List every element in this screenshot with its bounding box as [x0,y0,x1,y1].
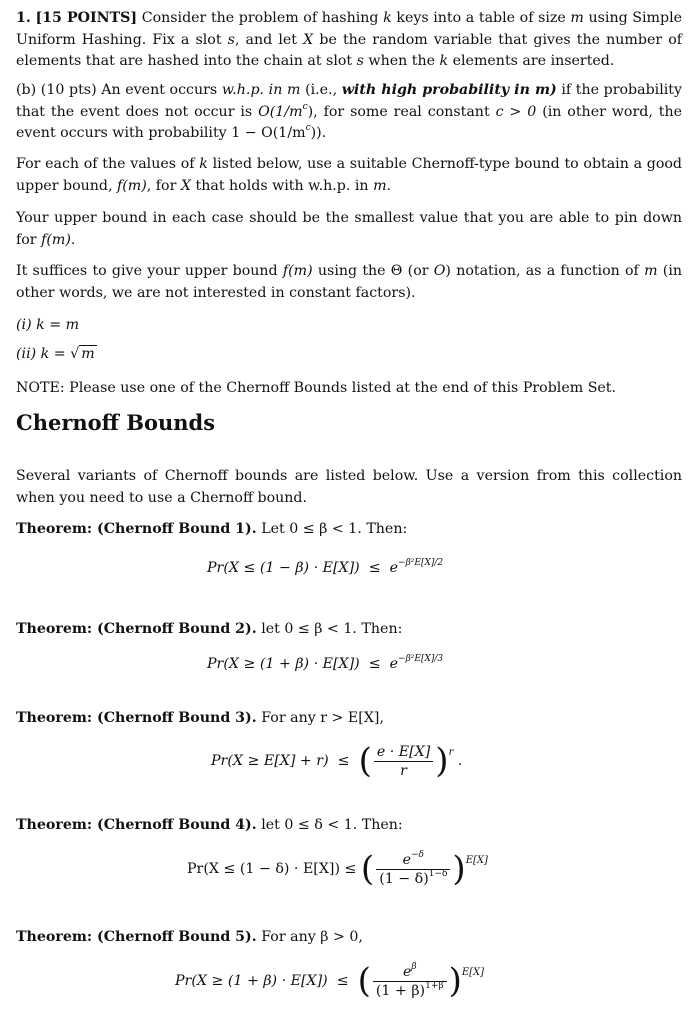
theorem-condition: let 0 ≤ β < 1. Then: [261,621,403,637]
intro-text: , and let [234,31,297,48]
task-text: , for [146,177,177,194]
denominator-base: (1 + β) [375,982,426,999]
intro-text: keys into a table of size [396,10,566,26]
right-paren-icon: ) [448,961,462,1001]
requirement-text: . [70,231,76,248]
right-paren-icon: ) [435,741,449,781]
var-X: X [180,177,192,194]
task-text: that holds with w.h.p. in [195,177,369,194]
theorem-1-formula [207,558,443,580]
intro-text: using Simple Uniform Hashing. Fix a slot [16,10,683,48]
var-m: m [644,263,658,279]
formula-exponent: −β²E[X]/2 [398,558,444,568]
denominator-base: (1 − δ) [379,870,429,887]
fraction-denominator: r [400,762,407,779]
theorem-2-formula [207,654,443,676]
theorem-2 [16,619,682,641]
f-of-m: f(m) [282,263,313,279]
var-X: X [303,31,314,48]
theorem-5 [16,927,682,949]
formula-lhs: Pr(X ≥ E[X] + r) [211,753,329,769]
task-text: . [386,177,392,194]
part-b-text: if the probability that the event does not occur is [16,82,682,120]
f-of-m: f(m) [41,231,71,248]
case-ii-label: (ii) k = [16,346,66,362]
sqrt-icon: √ [70,346,80,362]
theorem-3-formula [211,742,462,780]
theorem-5-formula [175,962,484,1000]
formula-exponent: E[X] [461,967,485,978]
case-ii [16,344,682,366]
notation-paragraph [16,261,682,304]
notation-text: using the Θ (or [317,263,429,279]
part-b-text: (in other word, the event occurs with probability 1 − O(1/m [16,103,682,141]
theorem-condition: let 0 ≤ δ < 1. Then: [261,817,403,833]
var-s: s [227,31,235,48]
theorem-condition: For any β > 0, [261,929,363,945]
numerator-exponent: β [411,961,417,972]
numerator-base: e [402,851,412,868]
bound-requirement-paragraph [16,208,682,251]
numerator-base: e [402,963,412,980]
notation-text: (in other words, we are not interested in constant factors). [16,263,682,301]
theorem-label: Theorem: (Chernoff Bound 4). [16,817,257,833]
requirement-text: Your upper bound in each case should be the smallest value that you are able to pin down for [16,210,682,248]
theorem-condition: Let 0 ≤ β < 1. Then: [261,521,408,537]
relation-symbol: ≤ [368,560,381,576]
right-paren-icon: ) [452,849,466,889]
part-b-label: (b) (10 pts) An event occurs [16,82,218,98]
fraction-numerator [376,851,450,870]
fraction-denominator [373,982,447,1000]
case-i: (i) k = m [16,317,80,333]
task-paragraph [16,154,682,197]
whp-term: w.h.p. in m [221,82,301,98]
var-m: m [570,10,584,26]
theorem-label: Theorem: (Chernoff Bound 2). [16,621,257,637]
exponent-c: c [305,123,311,133]
fraction [374,743,433,780]
big-o-expr: O(1/m [258,103,303,120]
theorem-condition: For any r > E[X], [261,710,384,726]
note: NOTE: Please use one of the Chernoff Bounds listed at the end of this Problem Set. [16,380,617,396]
theorem-label: Theorem: (Chernoff Bound 3). [16,710,257,726]
part-b-text: ), for some real constant [307,103,490,120]
formula-base: e [389,656,399,672]
fraction [373,963,447,1000]
task-text: For each of the values of [16,156,195,172]
problem-number: 1. [16,10,31,26]
formula-exponent: E[X] [465,855,488,866]
left-paren-icon: ( [360,849,375,889]
theorem-4 [16,815,682,837]
notation-text: ) notation, as a function of [445,263,639,279]
fraction-denominator [376,870,450,888]
fraction-numerator [373,963,447,982]
formula-lhs: Pr(X ≥ (1 + β) · E[X]) [175,973,328,989]
formula-base: e [389,560,399,576]
formula-lhs: Pr(X ≥ (1 + β) · E[X]) [207,656,360,672]
constant-condition: c > 0 [495,103,537,120]
sqrt-radicand: m [81,346,95,362]
denominator-exponent: 1−δ [428,868,448,879]
theorem-label: Theorem: (Chernoff Bound 5). [16,929,257,945]
theorem-1 [16,519,682,541]
formula-lhs: Pr(X ≤ (1 − δ) · E[X]) ≤ [187,861,357,877]
problem-points: [15 POINTS] [35,10,138,26]
problem-statement [16,8,682,73]
var-k: k [383,10,392,26]
part-b-text: )). [310,125,327,141]
formula-lhs: Pr(X ≤ (1 − β) · E[X]) [207,560,360,576]
numerator-exponent: −δ [411,849,424,860]
relation-symbol: ≤ [336,973,349,989]
notation-text: It suffices to give your upper bound [16,263,278,279]
fraction-numerator: e · E[X] [374,743,433,762]
left-paren-icon: ( [358,741,372,781]
var-k: k [439,53,449,69]
intro-text: when the [368,53,435,69]
formula-exponent: −β²E[X]/3 [398,654,444,664]
part-b-definition [16,80,682,145]
intro-text: elements are inserted. [452,53,615,69]
task-text: listed below, use a suitable Chernoff-type bound to obtain a good upper bound, [16,156,682,194]
relation-symbol: ≤ [337,753,350,769]
theorem-label: Theorem: (Chernoff Bound 1). [16,521,257,537]
var-k: k [199,156,208,172]
section-heading: Chernoff Bounds [16,410,216,435]
intro-text: be the random variable that gives the number of elements that are hashed into the chain at slot [16,31,683,69]
exponent-c: c [302,101,308,112]
f-of-m: f(m) [117,177,147,194]
denominator-exponent: 1+β [425,980,444,991]
part-b-text: (i.e., [305,82,338,98]
left-paren-icon: ( [357,961,371,1001]
theorem-3 [16,708,682,730]
fraction [376,851,450,888]
relation-symbol: ≤ [368,656,381,672]
formula-period: . [457,753,463,769]
var-m: m [373,177,387,194]
formula-exponent: r [448,747,454,758]
whp-full-term: with high probability in m) [341,82,557,98]
big-o-symbol: O [433,263,446,279]
section-intro: Several variants of Chernoff bounds are listed below. Use a version from this collection when you need to use a Chernoff bound. [16,468,682,506]
theorem-4-formula [187,850,488,888]
var-s: s [356,53,364,69]
intro-text: Consider the problem of hashing [141,10,379,26]
